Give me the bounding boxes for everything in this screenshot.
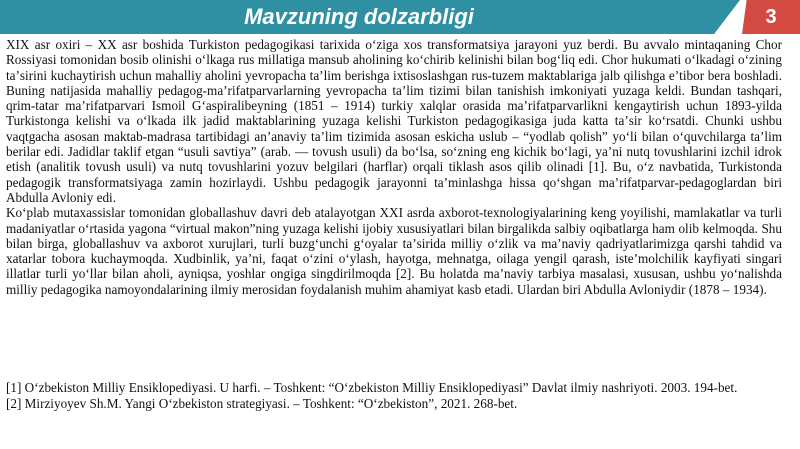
- slide-title: Mavzuning dolzarbligi: [244, 4, 474, 29]
- paragraph-2: Koʻplab mutaxassislar tomonidan globallashuv davri deb atalayotgan XXI asrda axborot-texnologiyalarining keng yoyilishi, mamlakatlar va turli madaniyatlar oʻrtasida yagona “virtual makon”ning yuzaga kelishi ijobiy xususiyatlari bilan birgalikda salbiy oqibatlarga ham olib kelmoqda. Shu bilan birga, globallashuv va axborot xurujlari, turli buzgʻunchi gʻoyalar taʼsirida milliy oʻzlik va maʼnaviy qadriyatlarimizga qarshi tahdid va xatarlar tobora kuchaymoqda. Xudbinlik, yaʼni, faqat oʻzini oʻylash, hayotga, mehnatga, oilaga yengil qarash, isteʼmolchilik kayfiyati singari illatlar turli yoʻllar bilan aholi, ayniqsa, yoshlar ongiga singdirilmoqda [2]. Bu holatda maʼnaviy tarbiya masalasi, xususan, ushbu yoʻnalishda milliy pedagogika namoyondalarining ilmiy merosidan foydalanish muhim ahamiyat kasb etadi. Ulardan biri Abdulla Avloniydir (1878 – 1934).: [6, 205, 782, 297]
- main-text: [6, 37, 782, 297]
- slide-header: [0, 0, 800, 34]
- paragraph-1: XIX asr oxiri – XX asr boshida Turkiston pedagogikasi tarixida oʻziga xos transformatsiya jarayoni yuz berdi. Bu avvalo mintaqaning Chor Rossiyasi tomonidan bosib olinishi oʻlkaga rus millatiga mansub aholining koʻchirib kelinishi bilan bogʻliq edi. Chor hukumati oʻlkadagi oʻzining taʼsirini kuchaytirish uchun mahalliy aholini yevropacha taʼlim berishga ixtisoslashgan rus-tuzem maktablariga jalb qilishga eʼtibor bera boshladi. Buning natijasida mahalliy pedagog-maʼrifatparvarlarning yevropacha taʼlim tizimi bilan tanishish imkoniyati yuzaga keldi. Bundan tashqari, qrim-tatar maʼrifatparvari Ismoil Gʻaspiralibeyning (1851 – 1914) turkiy xalqlar orasida maʼrifatparvarlikni kengaytirish uchun 1893-yilda Turkistonga kelishi va oʻlkada ilk jadid maktablarining yuzaga kelishi Turkiston pedagogikasiga juda katta taʼsir koʻrsatdi. Chunki ushbu vaqtgacha asosan maktab-madrasa tartibidagi anʼanaviy taʼlim tizimida asosan eskicha uslub – “yodlab qolish” yoʻli bilan oʻquvchilarga taʼlim berilar edi. Jadidlar taklif etgan “usuli savtiya” (arab. — tovush usuli) da boʻlsa, soʻzning eng kichik boʻlagi, yaʼni nutq tovushlarini izchil idrok etish (analitik tovush usuli) va nutq tovushlarini yozuv belgilari (harflar) orqali tiklash asos qilib olinadi [1]. Bu, oʻz navbatida, Turkistonda pedagogik transformatsiyaga zamin hozirlaydi. Ushbu pedagogik jarayonni taʼminlashga hissa qoʻshgan maʼrifatparvar-pedagoglardan biri Abdulla Avloniy edi.: [6, 37, 782, 205]
- reference-1: [1] Oʻzbekiston Milliy Ensiklopediyasi. U harfi. – Toshkent: “Oʻzbekiston Milliy Ensiklopediyasi” Davlat ilmiy nashriyoti. 2003. 194-bet.: [6, 380, 738, 395]
- slide-number: 3: [765, 6, 777, 28]
- references: [6, 380, 782, 412]
- reference-2: [2] Mirziyoyev Sh.M. Yangi Oʻzbekiston strategiyasi. – Toshkent: “Oʻzbekiston”, 2021. 268-bet.: [6, 396, 518, 411]
